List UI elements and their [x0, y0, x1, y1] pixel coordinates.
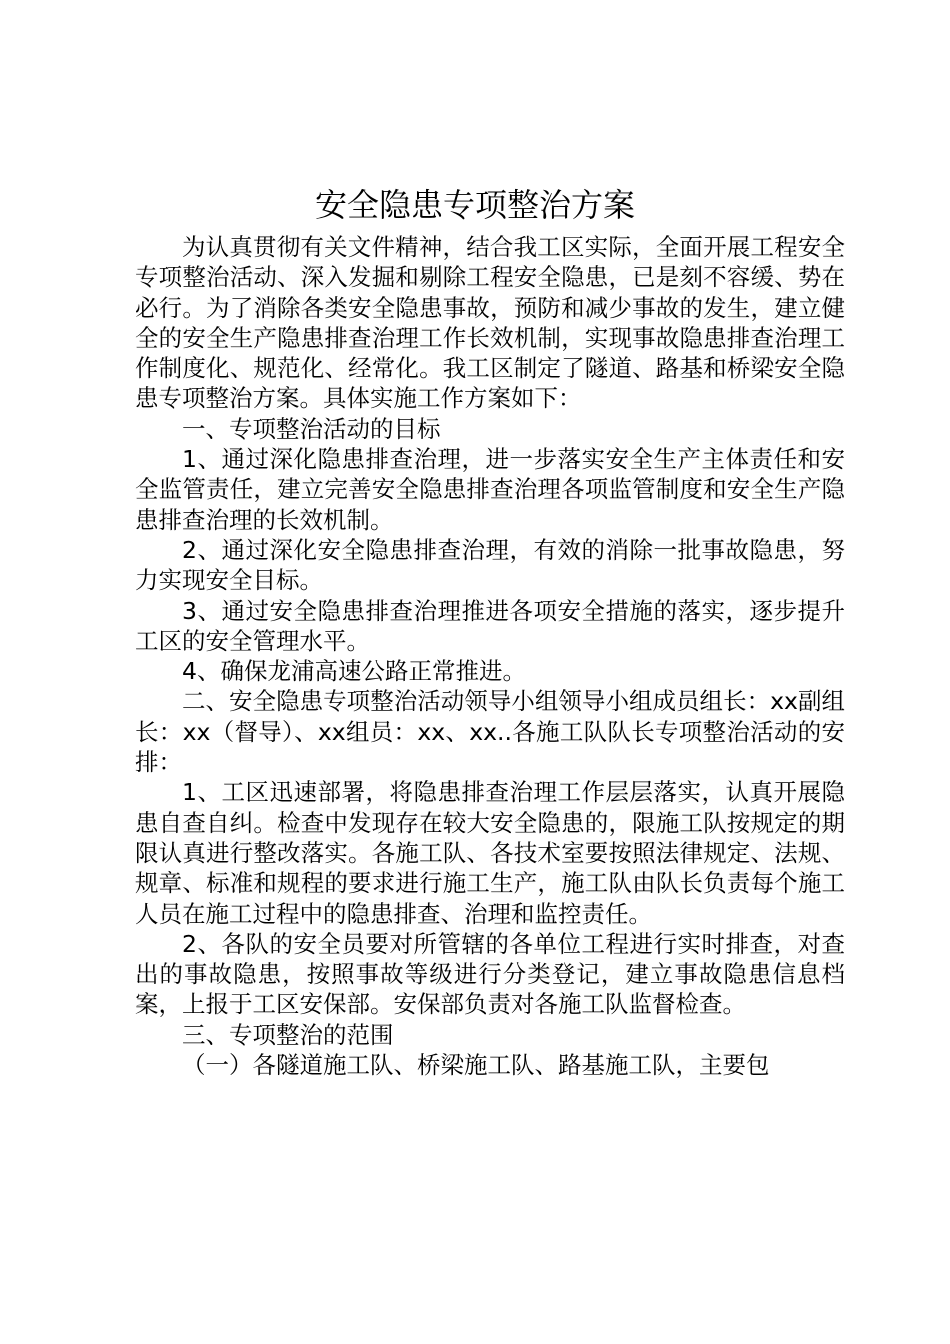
paragraph-goal-3: 3、通过安全隐患排查治理推进各项安全措施的落实，逐步提升工区的安全管理水平。	[135, 596, 845, 655]
paragraph-goal-2: 2、通过深化安全隐患排查治理，有效的消除一批事故隐患，努力实现安全目标。	[135, 535, 845, 595]
paragraph-arrangement-1: 1、工区迅速部署，将隐患排查治理工作层层落实，认真开展隐患自查自纠。检查中发现存在较大安全隐患的，限施工队按规定的期限认真进行整改落实。各施工队、各技术室要按照法律规定、法规、规章、标准和规程的要求进行施工生产，施工队由队长负责每个施工人员在施工过程中的隐患排查、治理和监控责任。	[135, 778, 845, 928]
paragraph-goal-1: 1、通过深化隐患排查治理，进一步落实安全生产主体责任和安全监管责任，建立完善安全隐患排查治理各项监管制度和安全生产隐患排查治理的长效机制。	[135, 445, 845, 534]
heading-section-3: 三、专项整治的范围	[182, 1020, 394, 1049]
paragraph-goal-4: 4、确保龙浦高速公路正常推进。	[182, 657, 526, 686]
document-title: 安全隐患专项整治方案	[314, 186, 635, 224]
heading-section-2: 二、安全隐患专项整治活动领导小组领导小组成员组长：xx副组长：xx（督导）、xx组员：xx、xx..各施工队队长专项整治活动的安排：	[135, 687, 845, 777]
document-body	[135, 232, 845, 1080]
paragraph-scope-1: （一）各隧道施工队、桥梁施工队、路基施工队，主要包	[182, 1051, 770, 1080]
paragraph-intro: 为认真贯彻有关文件精神，结合我工区实际，全面开展工程安全专项整治活动、深入发掘和剔除工程安全隐患，已是刻不容缓、势在必行。为了消除各类安全隐患事故，预防和减少事故的发生，建立健全的安全生产隐患排查治理工作长效机制，实现事故隐患排查治理工作制度化、规范化、经常化。我工区制定了隧道、路基和桥梁安全隐患专项整治方案。具体实施工作方案如下：	[135, 233, 845, 413]
heading-section-1: 一、专项整治活动的目标	[182, 414, 441, 443]
paragraph-arrangement-2: 2、各队的安全员要对所管辖的各单位工程进行实时排查，对查出的事故隐患，按照事故等级进行分类登记，建立事故隐患信息档案，上报于工区安保部。安保部负责对各施工队监督检查。	[135, 929, 845, 1019]
